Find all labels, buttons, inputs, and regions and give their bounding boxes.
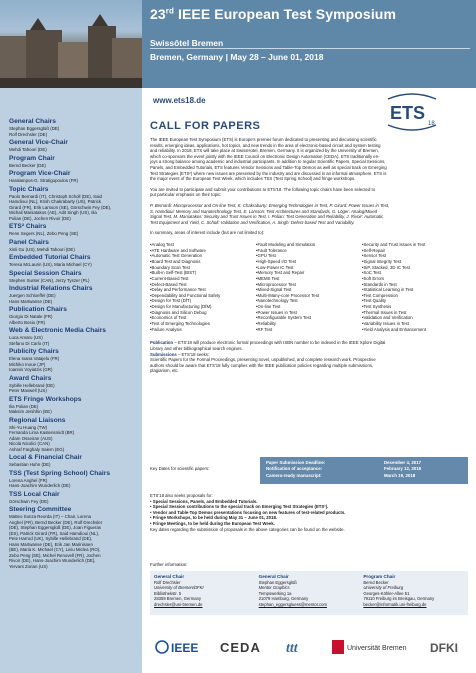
committee-heading: TSS (Test Spring School) Chairs (9, 469, 110, 477)
contact-line: Georges-Köhler-Allee 51 (363, 590, 410, 596)
committee-heading: TSS Local Chair (9, 490, 60, 498)
venue-name: Swissôtel Bremen (150, 38, 224, 48)
publication-text: authors should be aware that ETS'18 fully complies with the IEEE publication policies regarding multiple submissions, (150, 362, 374, 368)
committee-heading: ETS² Chairs (9, 223, 47, 230)
topic-item: • MEMS Test (256, 276, 362, 282)
sponsor-logos (150, 627, 468, 667)
committee-members: Zebo Peng (SE), Michel Renovell (FR), Jochen (9, 552, 101, 558)
contact-line: 21079 Hamburg, Germany (258, 596, 309, 602)
special-line: • Vendor and Table-Top Demos presentations focusing on new features of test-related products. (150, 509, 346, 515)
committee-members: Xinli Gu (US), Mehdi Tahoori (DE) (9, 246, 75, 252)
contact-role: General Chair (154, 574, 185, 579)
venue-location-dates: Bremen, Germany | May 28 – June 01, 2018 (150, 52, 324, 62)
paragraph-line: joys a strong balance among academic and industrial participants. In addition to regular Scientific Papers, Special Sessions, (150, 159, 386, 165)
committee-heading: Program Vice-Chair (9, 170, 71, 177)
committee-members: Giorgio Di Natale (FR) (9, 314, 53, 319)
contact-line: Tempowerking 1a (258, 590, 292, 596)
sponsor-ttt: ttt (286, 641, 298, 656)
topic-item: • Test of Emerging Technologies (150, 321, 256, 327)
topic-item: • Power Issues in Test (256, 310, 362, 316)
publication-paragraph (150, 340, 468, 374)
sponsor-unibremen: Universität Bremen (347, 645, 407, 652)
committee-heading: Publicity Chairs (9, 348, 59, 355)
paragraph-line: Signal Test, M. Maniatakos: Security and Trust Issues in Test, I. Polian: Test Generation and Reliability, J. Rivoir: Automatic (150, 214, 384, 220)
areas-intro: In summary, areas of interest include (but are not limited to): (150, 230, 265, 236)
paragraph-line: P. Bernardi: Microprocessor and On-line Test, K. Chakrabarty: Emerging Technologies in Test, P. Girard: Power Issues in Test, (150, 202, 390, 208)
contact-email[interactable]: stephan_eggersgluess@mentor.com (258, 601, 327, 607)
cfp-heading: CALL FOR PAPERS (150, 120, 261, 132)
committee-heading: Special Session Chairs (9, 269, 82, 277)
topic-item: • High-Speed I/O Test (256, 259, 362, 265)
further-info-label: Further information: (150, 562, 188, 567)
committee-members: Michail Maniatakos (AE), Adit Singh (US), Ilia (9, 210, 97, 215)
committee-members: Alberto Bosio (FR) (9, 319, 46, 325)
publication-text: plagiarism, etc. (150, 368, 179, 374)
contact-role: General Chair (258, 574, 289, 579)
topic-item: • Nanotechnology Test (256, 298, 362, 304)
date-row (266, 473, 462, 479)
intro-paragraph (150, 137, 468, 182)
date-value: March 19, 2018 (384, 472, 416, 478)
committee-heading: General Vice-Chair (9, 139, 68, 146)
committee-members: Adam Osseiran (AUS) (9, 435, 53, 441)
paragraph-line: the major event of the European Test Week, which includes TSS (Test Spring School) and fringe workshops. (150, 176, 356, 182)
topic-item: • Design for Test (DfT) (150, 298, 256, 304)
topic-item: • Variability Issues in Test (362, 321, 468, 327)
committee-members: Nicola Nicolici (CAN) (9, 441, 50, 446)
committee-members: Hamdioui (NL), Krish Chakrabarty (US), Patrick (9, 199, 101, 204)
ceda-logo (218, 637, 270, 657)
topic-item: • Test Quality (362, 298, 468, 304)
date-label: Notification of acceptance: (266, 466, 323, 472)
date-value: February 12, 2018 (384, 466, 422, 472)
committee-members: Bernd Becker (DE) (9, 162, 46, 168)
paragraph-line: Test Strategies (ETS²) where new issues are presented by the industry and are discussed in an informal atmosphere. ETS is (150, 170, 387, 176)
committee-members: Ashraf Farghaly Salem (EG) (9, 446, 65, 452)
topics-list (150, 242, 468, 333)
contact-line: Mentor Graphics (258, 585, 290, 591)
committee-members: Pete Harrod (UK), Sybille Hellebrand (DE), (9, 536, 93, 541)
topic-item: • RF Test (256, 327, 362, 333)
committee-members: Luca Amaru (US) (9, 335, 43, 340)
topic-item: • Security and Trust Issues in Test (362, 242, 468, 248)
topic-item: • Current-Based Test (150, 276, 256, 282)
special-line: • Fringe Meetings, to be held during the European Test Week. (150, 520, 275, 526)
committee-members: Sebastian Huhn (DE) (9, 462, 51, 467)
committee-members: Juergen Schloeffel (DE) (9, 293, 56, 298)
contact-email[interactable]: becker@informatik.uni-freiburg.de (363, 601, 427, 607)
committee-members: Rivoir (DE), Hans-Joachim Wunderlich (DE), (9, 558, 96, 563)
topic-item: • Automatic Test Generation (150, 253, 256, 259)
header-divider (150, 48, 470, 49)
bremen-townhall-photo (0, 0, 142, 88)
topic-item: • Boundary Scan Test (150, 265, 256, 271)
committee-members: Elena Ioana Vatajelu (FR) (9, 356, 60, 361)
topic-item: • ATE Hardware and Software (150, 248, 256, 254)
topic-item: • Reliability (256, 321, 362, 327)
paragraph-line: S. Hamdioui: Memory and Nanotechnology Test, E. Larsson: Test Architectures and Standards, G. Löger: Analog/Mixed (150, 208, 377, 214)
special-proposals (150, 493, 468, 532)
committee-members: Stephen Sunter (CAN), Jerzy Tyszer (PL) (9, 277, 90, 283)
sponsor-dfki: DFKI (430, 641, 458, 655)
committee-members: Haralampos-G. Stratigopoulos (FR) (9, 178, 79, 183)
topic-item: • Self-Repair (362, 248, 468, 254)
special-line: • Special Sessions, Panels, and Embedded Tutorials. (150, 498, 258, 504)
committee-members: Hans Martwanse (DE), Erik Jan Marinissen (9, 541, 93, 547)
topic-item: • Economics of Test (150, 315, 256, 321)
dfki-logo (428, 637, 464, 657)
topic-item: • Test Synthesis (362, 304, 468, 310)
topic-item: • Sensor Test (362, 253, 468, 259)
special-line: Key dates regarding the submission of proposals in the above categories can be found on the website. (150, 526, 345, 532)
special-line: • Special Session contributions to the special track on Emerging Test Strategies (ETS²). (150, 504, 329, 510)
topic-item: • Memory Test and Repair (256, 270, 362, 276)
website-link[interactable]: www.ets18.de (153, 96, 206, 105)
paragraph-line: The IEEE European Test Symposium (ETS) is Europe's premier forum dedicated to presenting and discussing scientific (150, 137, 377, 142)
topic-item: • Reconfigurable System Test (256, 315, 362, 321)
committee-members: (BE), Maria K. Michael (CY), Liviu Miclea (RO), (9, 547, 101, 552)
committee-heading: ETS Fringe Workshops (9, 395, 82, 403)
logo-sub: 18 (428, 121, 435, 127)
topic-item: • Standards in Test (362, 282, 468, 288)
sponsor-ceda: CEDA (220, 640, 261, 655)
committee-members: Rolf Drechsler (DE) (9, 131, 48, 137)
key-dates-label: Key Dates for scientific papers: (150, 466, 210, 471)
topic-item: • Analog Test (150, 242, 256, 248)
topics-column (150, 242, 256, 333)
topic-item: • Diagnosis and Silicon Debug (150, 310, 256, 316)
paragraph-line: Panels, and Embedded Tutorials, ETS features Vendor Sessions and Table-Top Demos as well as special track on Emerging (150, 164, 387, 170)
committee-heading: General Chairs (9, 118, 56, 125)
topic-item: • On-line Test (256, 304, 362, 310)
publication-text: – ETS'18 will produce electronic formal proceedings with ISBN number to be indexed in the IEEE Xplore Digital (173, 340, 386, 346)
topic-item: • Validation and Verification (362, 315, 468, 321)
contact-line: 79110 Freiburg im Breisgau, Germany (363, 596, 435, 602)
contact-card (257, 574, 362, 615)
date-label: Paper Submission Deadline: (266, 460, 326, 465)
committee-heading: Steering Committee (9, 506, 72, 513)
topic-item: • Mixed-Signal Test (256, 287, 362, 293)
committee-heading: Regional Liaisons (9, 416, 66, 424)
publication-label: Publication (150, 340, 174, 346)
committee-heading: Panel Chairs (9, 238, 49, 246)
contact-line: 28359 Bremen, Germany (154, 596, 202, 602)
committee-members: Peter Maxwell (US) (9, 388, 47, 393)
topic-item: • Dependability and Functional Safety (150, 293, 256, 299)
uni-bremen-logo (330, 637, 414, 657)
committee-members: Michiko Inoue (JP) (9, 361, 46, 367)
contact-line: Bibliothekstr. 5 (154, 590, 182, 596)
topic-item: • Statistical Learning in Test (362, 287, 468, 293)
contacts-box (150, 571, 468, 615)
topic-item: • GPU Test (256, 253, 362, 259)
topic-chairs-paragraph (150, 203, 468, 225)
committee-heading: Web & Electronic Media Chairs (9, 327, 106, 334)
contact-line: University of Bremen/DFKI (154, 585, 204, 591)
paragraph-line: Test Equipment and Yield, C. Scholl: Validation and Verification, A. Singh: Defect-based Test and Variability. (150, 219, 355, 225)
committee-members: Stephan Eggersglüß (DE) (9, 126, 60, 131)
publication-text: Library and other bibliographical search engines. (150, 346, 243, 351)
topic-item: • Multi-/Many-core Processor Test (256, 293, 362, 299)
committee-heading: Industrial Relations Chairs (9, 285, 93, 292)
topics-column (256, 242, 362, 333)
topic-item: • Signal Integrity Test (362, 259, 468, 265)
main-content (150, 120, 468, 374)
topics-column (362, 242, 468, 333)
contact-role: Program Chair (363, 574, 396, 579)
topic-item: • SiP, Stacked, 3D IC Test (362, 265, 468, 271)
topic-item: • Delay and Performance Test (150, 287, 256, 293)
topic-item: • Microprocessor Test (256, 282, 362, 288)
topic-item: • Board Test and Diagnosis (150, 259, 256, 265)
committee-members: Görschwin Fey (DE) (9, 498, 49, 504)
topic-item: • Yield Analysis and Enhancement (362, 327, 468, 333)
committee-members: Fernanda Lima Kastensmidt (BR) (9, 430, 75, 435)
committee-members: Girard (FR), Erik Larsson (SE), Görschwin Fey (DE), (9, 204, 112, 210)
topic-item: • Soft Errors (362, 276, 468, 282)
committee-members: (ES), Patrick Girard (FR), Said Hamdioui (NL), (9, 530, 100, 536)
sponsor-ieee: IEEE (171, 641, 199, 655)
special-line: ETS'18 also seeks proposals for: (150, 493, 213, 498)
committee-sidebar (0, 88, 142, 673)
topic-item: • Test Compression (362, 293, 468, 299)
date-label: Camera-ready manuscript: (266, 472, 322, 478)
committee-members: Stefano Di Carlo (IT) (9, 340, 50, 346)
publication-text: – ETS'18 seeks: (176, 351, 210, 357)
committee-members: Paolo Bernardi (IT), Christoph Scholl (DE), Said (9, 193, 102, 199)
committee-members: Rene Segers (NL), Zebo Peng (SE) (9, 231, 79, 236)
publication-line (150, 368, 468, 374)
committee-members: Sybille Hellebrand (DE) (9, 382, 55, 388)
committee-heading: Topic Chairs (9, 185, 49, 193)
committee-members: Shi-Yu Huang (TW) (9, 424, 48, 430)
topic-item: • Fault Tolerance (256, 248, 362, 254)
contact-line: University of Freiburg (363, 585, 404, 591)
topic-item: • Fault Modeling and Simulation (256, 242, 362, 248)
publication-label: Submissions (150, 351, 177, 357)
paragraph-line: results, emerging ideas, applications, hot topics, and new trends in the area of electronic-based circuit and system testing (150, 142, 381, 148)
committee-heading: Publication Chairs (9, 306, 67, 313)
committee-members: Maksim Jenihhin (EE) (9, 409, 52, 414)
paragraph-line: put particular emphasis on their topic: (150, 192, 222, 198)
committee-members: Ilia Polian (DE) (9, 403, 39, 409)
committee-members: Ioannis Voyiatzis (GR) (9, 367, 53, 372)
committee-heading: Program Chair (9, 154, 55, 162)
topic-item: • SoC Test (362, 270, 468, 276)
logo-text: ETS (390, 103, 426, 123)
invite-paragraph (150, 187, 468, 198)
contact-line: Rolf Drechsler (154, 580, 181, 585)
paragraph-line: You are invited to participate and submit your contributions to ETS'18. The following topic chairs have been selected to (150, 186, 376, 192)
committee-members: Teresa McLaurin (US), Maria Michael (CY) (9, 262, 92, 267)
committee-heading: Embedded Tutorial Chairs (9, 254, 91, 261)
committee-members: Mehdi Tahoori (DE) (9, 147, 47, 152)
paragraph-line: which co-sponsors the event jointly with the IEEE Council on Electronic Design Automation (CEDA). ETS traditionally en- (150, 153, 380, 159)
topic-item: • Design for Manufacturing (DfM) (150, 304, 256, 310)
ieee-logo (154, 637, 204, 657)
contact-email[interactable]: drechsler@uni-bremen.de (154, 601, 203, 607)
contact-card (152, 574, 257, 615)
key-dates-box (260, 457, 468, 484)
header-banner (0, 0, 476, 88)
committee-members: Polian (DE), Jochen Rivoir (DE) (9, 215, 71, 221)
committee-members: Lorena Anghel (FR) (9, 477, 48, 483)
topic-item: • Thermal Issues in Test (362, 310, 468, 316)
tttc-logo (284, 637, 316, 657)
topic-item: • Built-in Self-Test (BIST) (150, 270, 256, 276)
committee-heading: Award Chairs (9, 374, 52, 382)
committee-members: Hans Martwanse (DE) (9, 298, 53, 304)
committee-members: Matteo Sonza Reorda (IT) – Chair, Lorena (9, 514, 92, 519)
committee-members: Hans-Joachim Wunderlich (DE) (9, 483, 71, 488)
topic-item: • Failure Analysis (150, 327, 256, 333)
topic-item: • Defect-Based Test (150, 282, 256, 288)
paragraph-line: and reliability. In 2018, ETS will take place at SwissHotel, Bremen, Germany. It is organized by the University of Bremen, (150, 148, 379, 154)
topic-item: • Low-Power IC Test (256, 265, 362, 271)
date-value: December 4, 2017 (384, 460, 422, 465)
symposium-title: 23rd IEEE European Test Symposium (150, 6, 397, 22)
contact-line: Stephan Eggersglüß (258, 580, 297, 585)
special-line: • Fringe Workshops, to be held during May 31 – June 01, 2018. (150, 515, 278, 521)
contact-card (361, 574, 466, 615)
committee-heading: Local & Financial Chair (9, 454, 82, 461)
committee-members: (DE), Stephan Eggersglüß (DE), Joan Figueras (9, 525, 101, 530)
contact-line: Bernd Becker (363, 580, 389, 585)
committee-members: Anghel (FR), Bernd Becker (DE), Rolf Drechsler (9, 519, 103, 525)
publication-text: Scientific Papers for the Formal Proceedings, presenting novel, unpublished, and complete research work. Prospective (150, 357, 376, 363)
committee-members: Yervant Zorian (US) (9, 563, 48, 569)
